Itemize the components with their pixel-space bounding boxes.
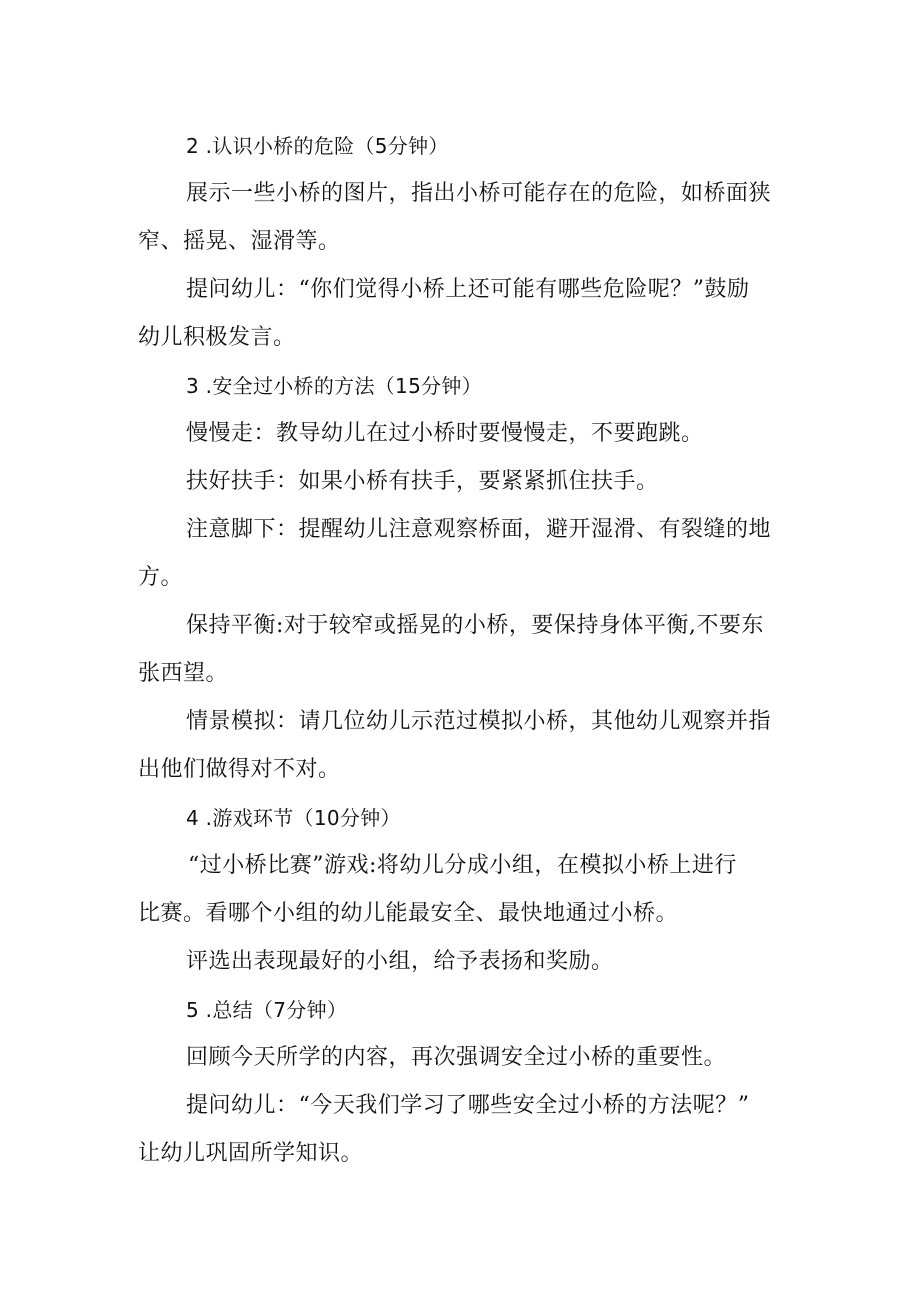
- paragraph-line: 提问幼儿：“你们觉得小桥上还可能有哪些危险呢？”鼓励: [186, 277, 750, 302]
- paragraph-line: 回顾今天所学的内容，再次强调安全过小桥的重要性。: [186, 1045, 727, 1070]
- paragraph-line: 评选出表现最好的小组，给予表扬和奖励。: [186, 949, 614, 974]
- section-heading-2: 2 .认识小桥的危险（5分钟）: [186, 134, 449, 158]
- paragraph-line: 方。: [138, 565, 184, 590]
- paragraph-line: 慢慢走：教导幼儿在过小桥时要慢慢走，不要跑跳。: [186, 421, 704, 446]
- paragraph-line: 出他们做得对不对。: [138, 757, 341, 782]
- paragraph-line: 保持平衡:对于较窄或摇晃的小桥，要保持身体平衡,不要东: [186, 613, 764, 638]
- document-body: [138, 122, 790, 1178]
- paragraph-line: 提问幼儿：“今天我们学习了哪些安全过小桥的方法呢？”: [186, 1093, 750, 1118]
- paragraph-line: 展示一些小桥的图片，指出小桥可能存在的危险，如桥面狭: [186, 181, 772, 206]
- paragraph-line: 扶好扶手：如果小桥有扶手，要紧紧抓住扶手。: [186, 469, 659, 494]
- paragraph-line: 让幼儿巩固所学知识。: [138, 1141, 364, 1166]
- paragraph-line: 窄、摇晃、湿滑等。: [138, 229, 341, 254]
- paragraph-line: 幼儿积极发言。: [138, 325, 296, 350]
- paragraph-line: 情景模拟：请几位幼儿示范过模拟小桥，其他幼儿观察并指: [186, 709, 772, 734]
- paragraph-line: 注意脚下：提醒幼儿注意观察桥面，避开湿滑、有裂缝的地: [186, 517, 772, 542]
- paragraph-line: 张西望。: [138, 661, 229, 686]
- paragraph-line: 比赛。看哪个小组的幼儿能最安全、最快地通过小桥。: [138, 901, 679, 926]
- section-heading-5: 5 .总结（7分钟）: [186, 998, 348, 1022]
- section-heading-3: 3 .安全过小桥的方法（15分钟）: [186, 374, 482, 398]
- paragraph-line: “过小桥比赛”游戏:将幼儿分成小组，在模拟小桥上进行: [188, 853, 737, 878]
- section-heading-4: 4 .游戏环节（10分钟）: [186, 806, 401, 830]
